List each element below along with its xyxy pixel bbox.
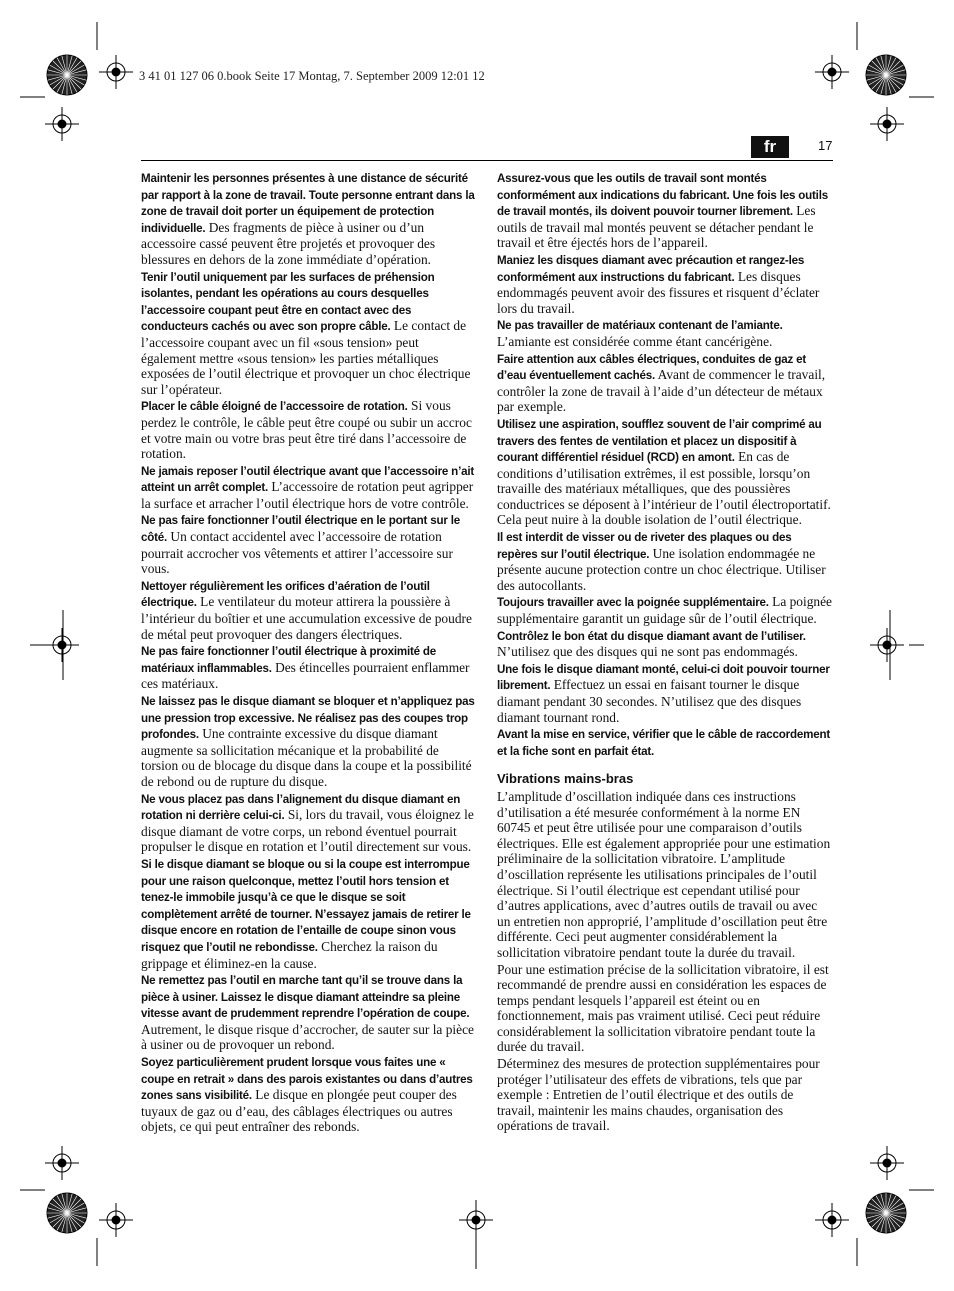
safety-paragraph: Ne jamais reposer l’outil électrique avant que l’accessoire n’ait atteint un arrêt complet. L’accessoire de rotation peut agripper la surface et arracher l’outil électrique hors de votre contrôle.: [141, 464, 475, 511]
safety-paragraph: Ne remettez pas l’outil en marche tant qu’il se trouve dans la pièce à usiner. Laissez le disque diamant atteindre sa pleine vitesse avant de prudemment reprendre l’opération de coupe. Autrement, le disque risque d’accrocher, de sauter sur la pièce à usiner ou de provoquer un rebond.: [141, 974, 474, 1053]
safety-paragraph: Ne pas travailler de matériaux contenant de l’amiante. L’amiante est considérée comme étant cancérigène.: [497, 319, 783, 349]
safety-paragraph: Faire attention aux câbles électriques, conduites de gaz et d’eau éventuellement cachés. Avant de commencer le travail, contrôler la zone de travail à l’aide d’un détecteur de métaux par exemple.: [497, 352, 826, 415]
safety-paragraph: Ne vous placez pas dans l’alignement du disque diamant en rotation ni derrière celui-ci. Si, lors du travail, vous éloignez le disque diamant de votre corps, un rebond éventuel pourrait propulser le disque en rotation et l’outil directement sur vous.: [141, 792, 474, 855]
vibration-paragraph: L’amplitude d’oscillation indiquée dans ces instructions d’utilisation a été mesurée conformément à la norme EN 60745 et peut être utilisée pour une comparaison d’outils électriques. Elle est également appropriée pour une estimation préliminaire de la sollicitation vibratoire. L’amplitude d’oscillation représente les utilisations principales de l’outil électrique. Si l’outil électrique est cependant utilisé pour d’autres applications, avec d’autres outils de travail ou avec un entretien non approprié, l’amplitude d’oscillation peut être différente. Ceci peut augmenter considérablement la sollicitation vibratoire pendant toute la durée du travail.: [497, 788, 831, 960]
safety-paragraph: Maintenir les personnes présentes à une distance de sécurité par rapport à la zone de travail. Toute personne entrant dans la zone de travail doit porter un équipement de protection individuelle. Des fragments de pièce à usiner ou d’un accessoire cassé peuvent être projetés et provoquer des blessures en dehors de la zone immédiate d’opération.: [141, 172, 475, 267]
language-tab: fr: [751, 136, 789, 158]
right-column: [497, 170, 833, 1135]
book-slug: 3 41 01 127 06 0.book Seite 17 Montag, 7. September 2009 12:01 12: [139, 69, 485, 83]
left-column: [141, 170, 477, 1136]
vibration-paragraph: Déterminez des mesures de protection supplémentaires pour protéger l’utilisateur des effets de vibrations, tels que par exemple : Entretien de l’outil électrique et des outils de travail, maintenir les mains chaudes, organisation des opérations de travail.: [497, 1056, 820, 1134]
safety-paragraph: Contrôlez le bon état du disque diamant avant de l’utiliser. N’utilisez que des disques qui ne sont pas endommagés.: [497, 629, 806, 660]
safety-paragraph: Ne pas faire fonctionner l’outil électrique à proximité de matériaux inflammables. Des étincelles pourraient enflammer ces matériaux.: [141, 645, 470, 692]
safety-paragraph: Ne laissez pas le disque diamant se bloquer et n’appliquez pas une pression trop excessive. Ne réalisez pas des coupes trop profondes. Une contrainte excessive du disque diamant augmente sa sollicitation mécanique et la probabilité de torsion ou de blocage du disque dans la coupe et la possibilité de rebond ou de rupture du disque.: [141, 695, 475, 789]
safety-paragraph: Nettoyer régulièrement les orifices d’aération de l’outil électrique. Le ventilateur du moteur attirera la poussière à l’intérieur du boîtier et une accumulation excessive de poudre de métal peut provoquer des dangers électriques.: [141, 579, 472, 642]
header-rule: [141, 160, 833, 161]
safety-paragraph: Utilisez une aspiration, soufflez souvent de l’air comprimé au travers des fentes de ventilation et placez un dispositif à courant différentiel résiduel (RCD) en amont. En cas de conditions d’utilisation extrêmes, il est possible, lorsqu’on travaille des matériaux métalliques, que des poussières conductrices se déposent à l’intérieur de l’outil électroportatif. Cela peut nuire à la double isolation de l’outil électrique.: [497, 417, 831, 528]
safety-paragraph: Soyez particulièrement prudent lorsque vous faites une « coupe en retrait » dans des parois existantes ou dans d’autres zones sans visibilité. Le disque en plongée peut couper des tuyaux de gaz ou d’eau, des câblages électriques ou autres objets, ce qui peut entraîner des rebonds.: [141, 1056, 473, 1135]
safety-paragraph: Placer le câble éloigné de l’accessoire de rotation. Si vous perdez le contrôle, le câble peut être coupé ou subir un accroc et votre main ou votre bras peut être tiré dans l’accessoire de rotation.: [141, 398, 472, 462]
vibration-paragraph: Pour une estimation précise de la sollicitation vibratoire, il est recommandé de prendre aussi en considération les espaces de temps pendant lesquels l’appareil est éteint ou en fonctionnement, mais pas vraiment utilisé. Ceci peut réduire considérablement la sollicitation vibratoire pendant toute la durée du travail.: [497, 961, 829, 1055]
safety-paragraph: Une fois le disque diamant monté, celui-ci doit pouvoir tourner librement. Effectuez un essai en faisant tourner le disque diamant pendant 30 secondes. N’utilisez que des disques diamant tournant rond.: [497, 662, 830, 725]
section-heading: Vibrations mains-bras: [497, 771, 634, 787]
safety-paragraph: Il est interdit de visser ou de riveter des plaques ou des repères sur l’outil électrique. Une isolation endommagée ne présente aucune protection contre un choc électrique. Utiliser des autocollants.: [497, 531, 826, 593]
safety-paragraph: Tenir l’outil uniquement par les surfaces de préhension isolantes, pendant les opérations au cours desquelles l’accessoire coupant peut être en contact avec des conducteurs cachés ou avec son propre câble. Le contact de l’accessoire coupant avec un fil «sous tension» peut également mettre «sous tension» les parties métalliques exposées de l’outil électrique et provoquer un choc électrique sur l’opérateur.: [141, 270, 471, 397]
safety-paragraph: Ne pas faire fonctionner l’outil électrique en le portant sur le côté. Un contact accidentel avec l’accessoire de rotation pourrait accrocher vos vêtements et attirer l’accessoire sur vous.: [141, 514, 460, 577]
safety-paragraph: Si le disque diamant se bloque ou si la coupe est interrompue pour une raison quelconque, mettez l’outil hors tension et tenez-le immobile jusqu’à ce que le disque se soit complètement arrêté de tourner. N’essayez jamais de retirer le disque encore en rotation de l’entaille de coupe sinon vous risquez que l’outil ne rebondisse. Cherchez la raison du grippage et éliminez-en la cause.: [141, 857, 471, 971]
safety-paragraph: Avant la mise en service, vérifier que le câble de raccordement et la fiche sont en parfait état.: [497, 728, 831, 758]
safety-paragraph: Maniez les disques diamant avec précaution et rangez-les conformément aux instructions du fabricant. Les disques endommagés peuvent avoir des fissures et risquent d’éclater lors du travail.: [497, 253, 820, 316]
safety-paragraph: Assurez-vous que les outils de travail sont montés conformément aux indications du fabricant. Une fois les outils de travail montés, ils doivent pouvoir tourner librement. Les outils de travail mal montés peuvent se détacher pendant le travail et être éjectés hors de l’appareil.: [497, 172, 828, 251]
page-number: 17: [818, 138, 833, 153]
safety-paragraph: Toujours travailler avec la poignée supplémentaire. La poignée supplémentaire garantit un guidage sûr de l’outil électrique.: [497, 594, 833, 627]
